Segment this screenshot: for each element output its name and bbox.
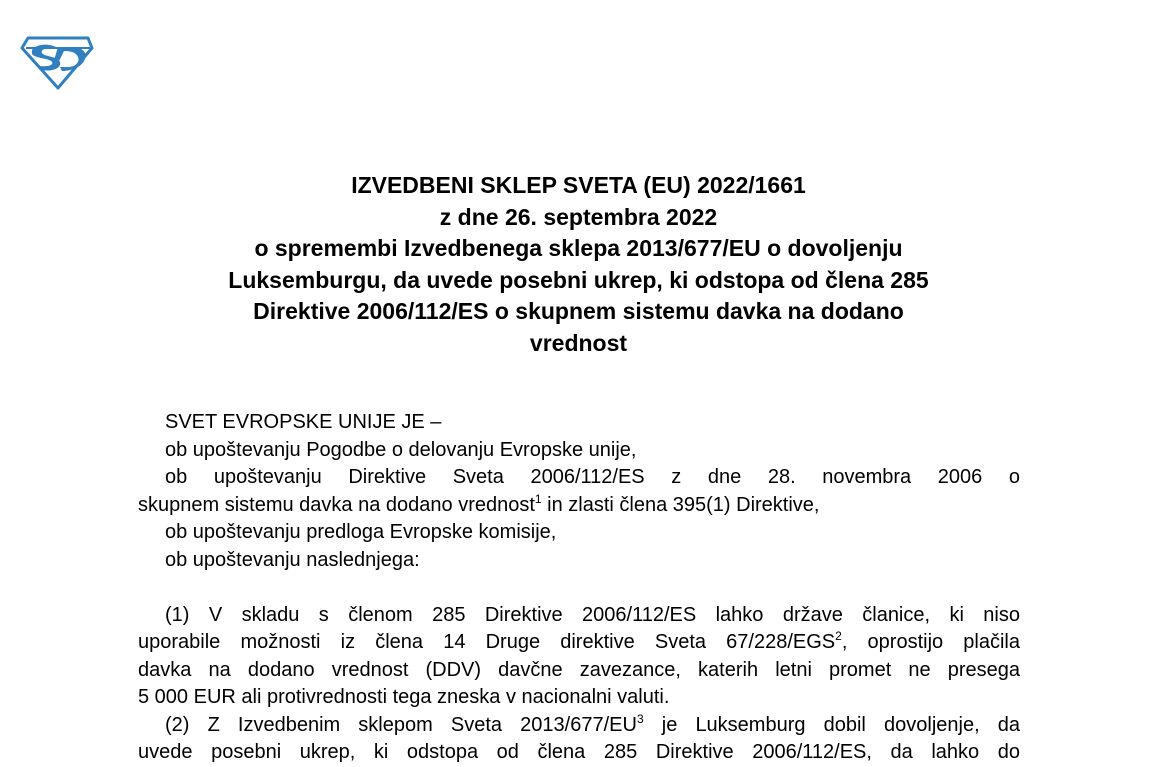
preamble-citation — [138, 464, 1020, 492]
recital-text: 5 000 EUR ali protivrednosti tega zneska v nacionalni valuti. — [138, 686, 670, 708]
footnote-ref[interactable]: 1 — [534, 491, 542, 506]
preamble-citation: ob upoštevanju predloga Evropske komisije, — [165, 521, 557, 543]
recital-1-continued — [138, 684, 1020, 712]
recital-2-continued — [138, 739, 1020, 767]
recital-1-continued — [138, 657, 1020, 685]
recital-text: uporabile možnosti iz člena 14 Druge direktive Sveta 67/228/EGS — [138, 631, 836, 653]
title-line: Luksemburgu, da uvede posebni ukrep, ki odstopa od člena 285 — [228, 266, 929, 293]
document-title — [150, 170, 1007, 359]
title-date: z dne 26. septembra 2022 — [439, 203, 718, 230]
recital-text: je Luksemburg dobil dovoljenje, da — [643, 713, 1020, 736]
sd-shield-logo-icon — [18, 34, 96, 90]
preamble-citation: ob upoštevanju naslednjega: — [165, 548, 420, 571]
recital-1-continued — [138, 629, 1020, 657]
preamble-citation-continued — [138, 492, 1020, 520]
title-line: Direktive 2006/112/ES o skupnem sistemu davka na dodano — [253, 298, 904, 324]
recital-text: (1) V skladu s členom 285 Direktive 2006/112/ES lahko države članice, ki niso — [165, 603, 1020, 626]
document-body — [138, 409, 1020, 767]
title-line: vrednost — [529, 329, 628, 356]
recital-text: davka na dodano vrednost (DDV) davčne zavezance, katerih letni promet ne presega — [138, 658, 1020, 681]
paragraph-spacer — [138, 574, 1020, 602]
citation-text: skupnem sistemu davka na dodano vrednost — [138, 493, 535, 516]
title-line: IZVEDBENI SKLEP SVETA (EU) 2022/1661 — [351, 172, 806, 198]
preamble-intro: SVET EVROPSKE UNIJE JE – — [165, 411, 442, 433]
citation-text: in zlasti člena 395(1) Direktive, — [541, 493, 820, 516]
footnote-ref[interactable]: 2 — [835, 629, 842, 643]
recital-text: uvede posebni ukrep, ki odstopa od člena 285 Direktive 2006/112/ES, da lahko do — [138, 741, 1020, 763]
footnote-ref[interactable]: 3 — [636, 711, 644, 726]
citation-text: ob upoštevanju Direktive Sveta 2006/112/ES z dne 28. novembra 2006 o — [165, 466, 1020, 488]
recital-text: (2) Z Izvedbenim sklepom Sveta 2013/677/EU — [165, 713, 637, 736]
recital-1 — [138, 602, 1020, 630]
title-line: o spremembi Izvedbenega sklepa 2013/677/EU o dovoljenju — [254, 235, 903, 261]
recital-2 — [138, 712, 1020, 740]
preamble-citation: ob upoštevanju Pogodbe o delovanju Evropske unije, — [165, 438, 637, 461]
recital-text: , oprostijo plačila — [841, 631, 1020, 653]
